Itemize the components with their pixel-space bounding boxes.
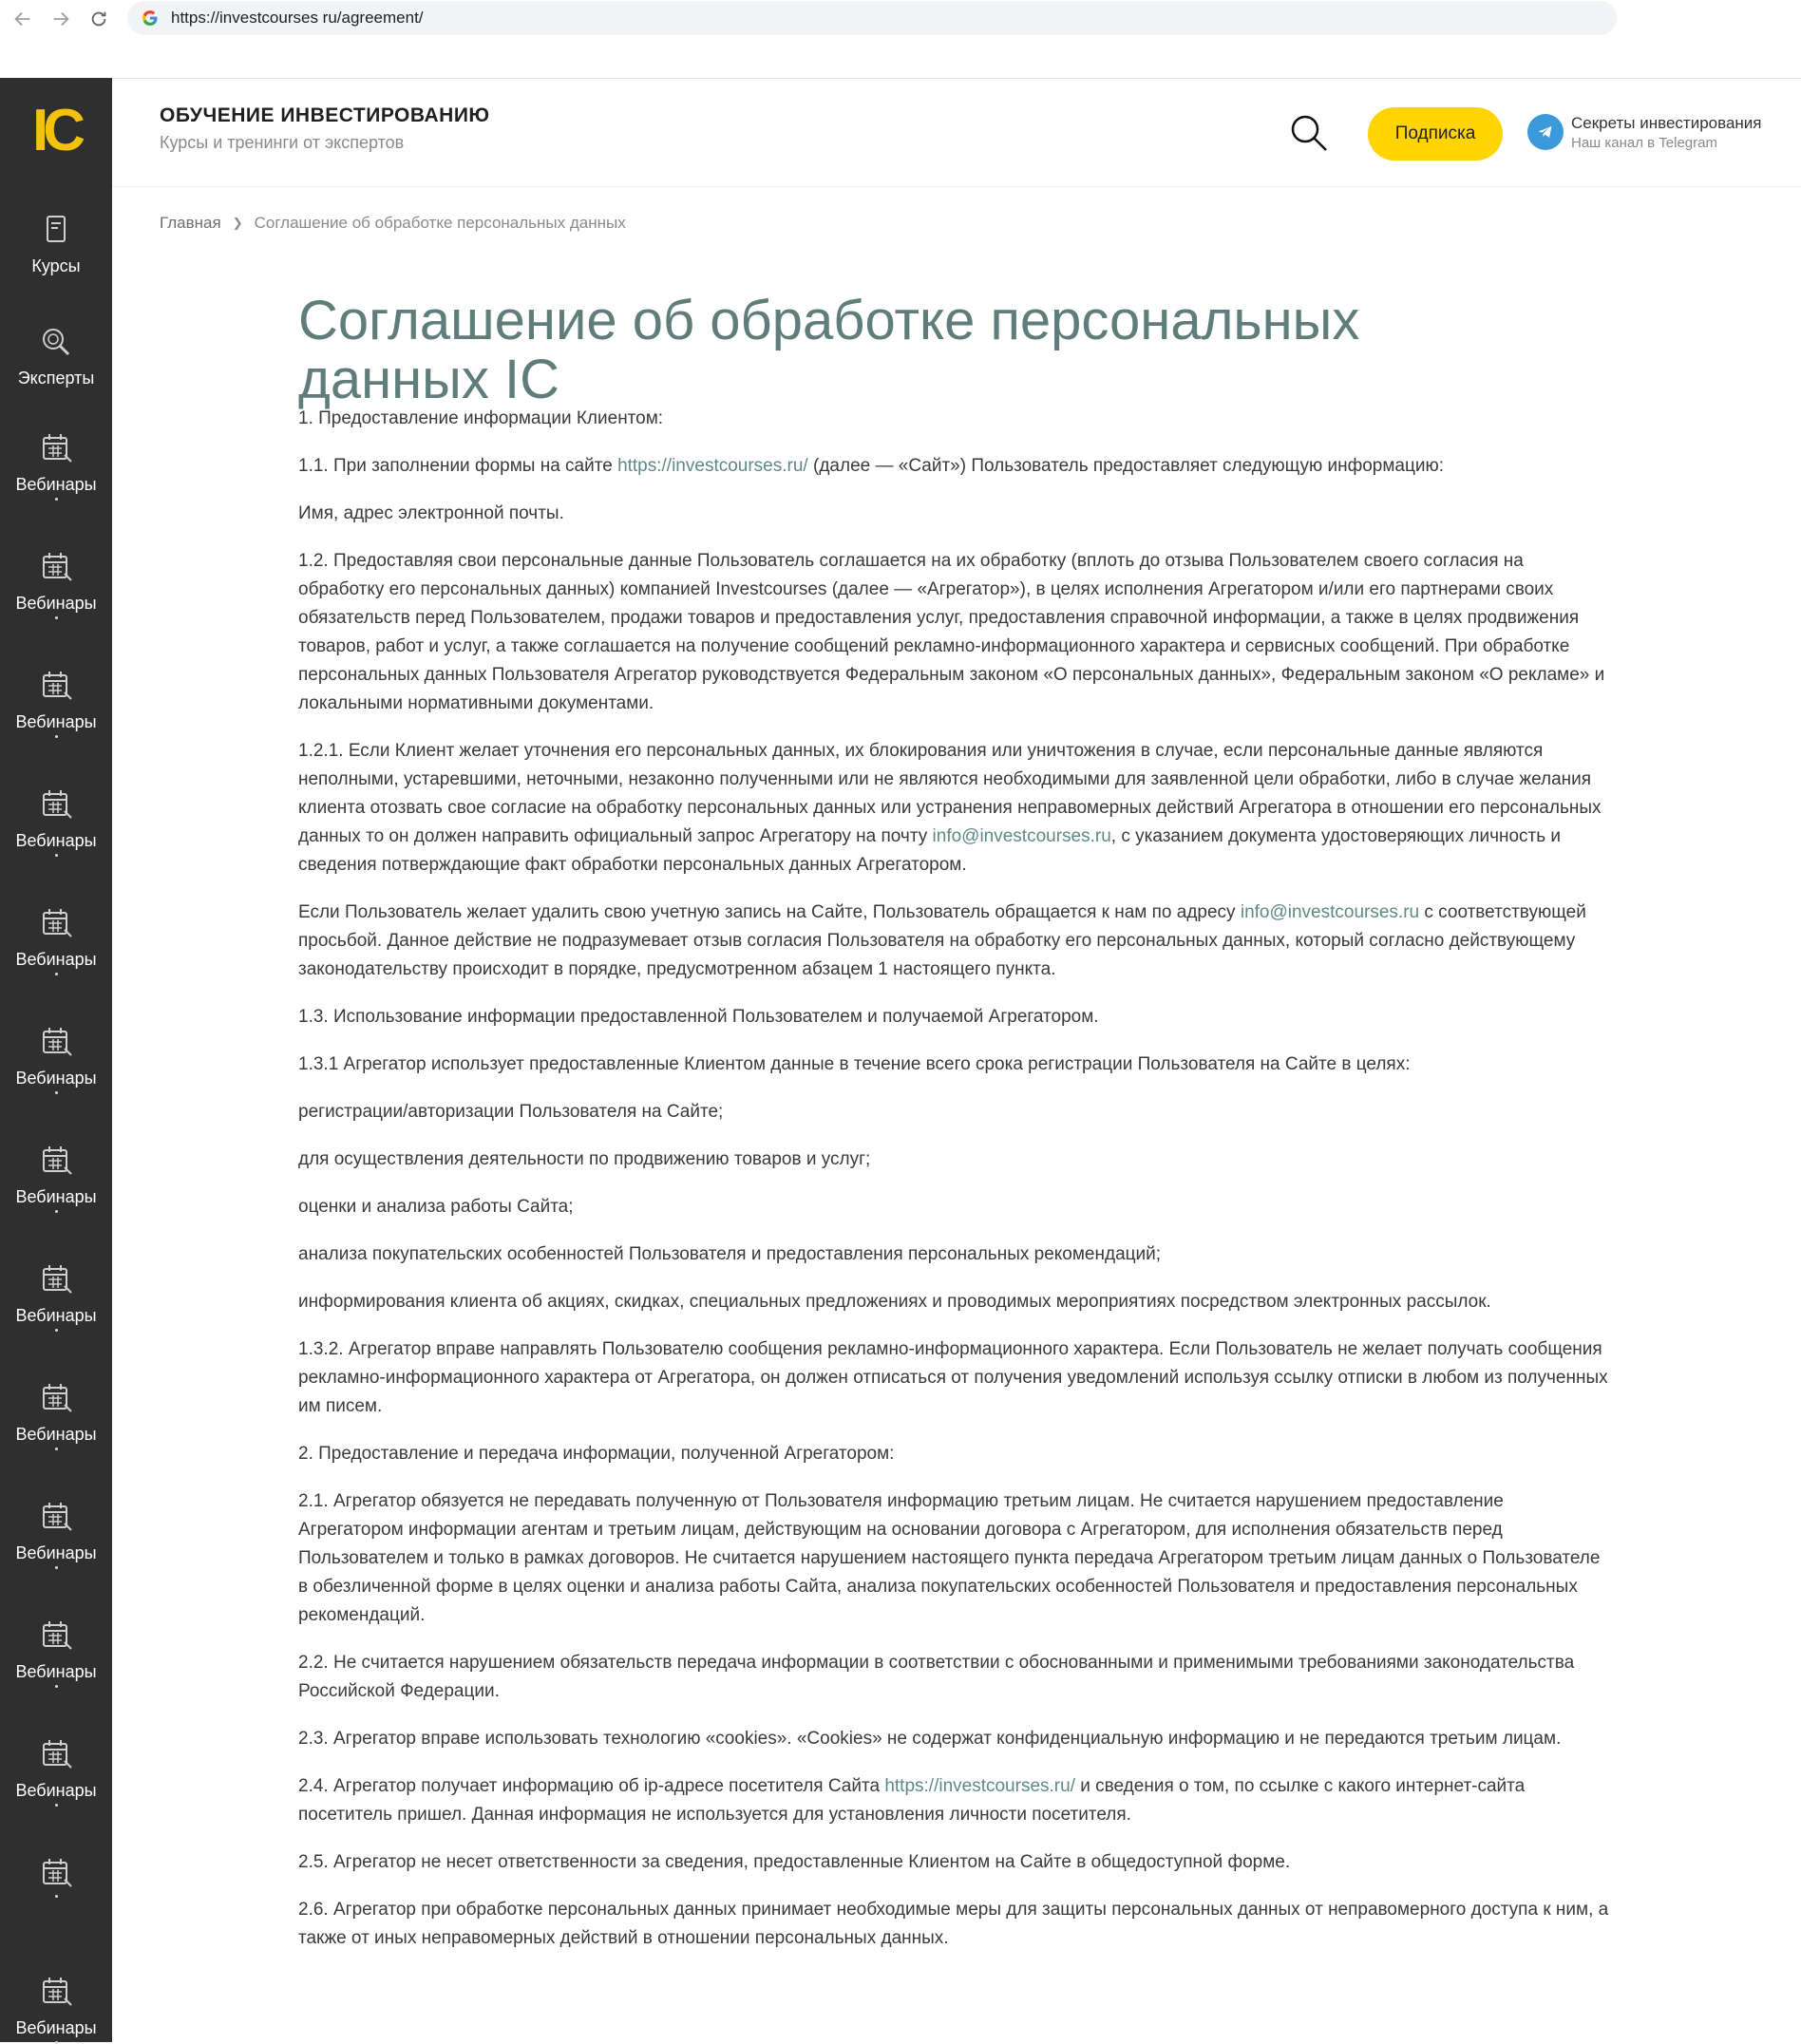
sidebar-item-webinars[interactable] — [0, 1260, 112, 1332]
indicator-dot — [55, 1091, 58, 1094]
calendar-icon — [37, 1023, 75, 1061]
sidebar-item-webinars[interactable] — [0, 1854, 112, 1898]
calendar-icon — [37, 1498, 75, 1536]
sidebar-item-label: Вебинары — [15, 594, 97, 613]
sidebar-item-label: Вебинары — [15, 1425, 97, 1444]
chevron-right-icon: ❯ — [232, 216, 243, 230]
sidebar-item-webinars[interactable] — [0, 1617, 112, 1688]
email-link[interactable]: info@investcourses.ru — [1240, 902, 1420, 922]
book-icon — [37, 211, 75, 249]
breadcrumb-current: Соглашение об обработке персональных данных — [254, 214, 626, 232]
calendar-icon — [37, 548, 75, 586]
sidebar-item-webinars[interactable] — [0, 1379, 112, 1450]
sidebar-item-webinars[interactable] — [0, 1735, 112, 1807]
telegram-icon[interactable] — [1527, 114, 1564, 150]
agreement-text — [298, 405, 1609, 1972]
url-text: https://investcourses ru/agreement/ — [171, 9, 424, 27]
sidebar-item-webinars[interactable] — [0, 548, 112, 619]
sidebar-item-label: Вебинары — [15, 1306, 97, 1325]
arrow-right-icon — [50, 9, 71, 29]
back-button[interactable] — [8, 4, 38, 34]
sidebar-item-label: Вебинары — [15, 475, 97, 494]
sidebar-item-webinars[interactable] — [0, 1142, 112, 1213]
indicator-dot — [55, 1210, 58, 1213]
site-link[interactable]: https://investcourses.ru/ — [617, 456, 808, 476]
sidebar-item-label: Вебинары — [15, 831, 97, 850]
address-bar[interactable] — [127, 1, 1617, 35]
indicator-dot — [55, 735, 58, 738]
paragraph: для осуществления деятельности по продвижению товаров и услуг; — [298, 1149, 871, 1169]
telegram-link-subtitle: Наш канал в Telegram — [1571, 135, 1717, 151]
paragraph: 2.6. Агрегатор при обработке персональных данных принимает необходимые меры для защиты персональных данных от неправомерного доступа к ним, а также от иных неправомерных действий в отношении персональных данных. — [298, 1900, 1609, 1948]
email-link[interactable]: info@investcourses.ru — [932, 826, 1111, 846]
calendar-icon — [37, 904, 75, 942]
sidebar-item-webinars[interactable] — [0, 1023, 112, 1094]
paragraph: 2. Предоставление и передача информации, полученной Агрегатором: — [298, 1444, 895, 1464]
page-title: Соглашение об обработке персональных данных IC — [298, 289, 1360, 410]
reload-icon — [88, 9, 109, 29]
indicator-dot — [55, 498, 58, 501]
sidebar-item-label: Вебинары — [15, 712, 97, 731]
paragraph: 2.1. Агрегатор обязуется не передавать полученную от Пользователя информацию третьим лицам. Не считается нарушением предоставление Агрегатором информации агентам и третьим лицам, действующим на основании договора с Агрегатором, для исполнения обязательств перед Пользователем и только в рамках договоров. Не считается нарушением настоящего пункта передача Агрегатором третьим лицам данных о Пользователе в обезличенной форме в целях оценки и анализа работы Сайта, анализа покупательских особенностей Пользователя и предоставления персональных рекомендаций. — [298, 1491, 1601, 1625]
sidebar-item-label: Вебинары — [15, 1543, 97, 1562]
sidebar-item-experts[interactable]: Эксперты — [0, 323, 112, 388]
breadcrumb-home[interactable]: Главная — [160, 214, 221, 232]
paragraph: оценки и анализа работы Сайта; — [298, 1197, 574, 1217]
indicator-dot — [55, 973, 58, 975]
indicator-dot — [55, 854, 58, 857]
telegram-link-title[interactable]: Секреты инвестирования — [1571, 114, 1762, 132]
calendar-icon — [37, 1617, 75, 1655]
sidebar-item-label: Вебинары — [15, 1781, 97, 1800]
reload-button[interactable] — [84, 4, 114, 34]
indicator-dot — [55, 1566, 58, 1569]
calendar-icon — [37, 1260, 75, 1298]
paragraph: 1.3. Использование информации предоставленной Пользователем и получаемой Агрегатором. — [298, 1007, 1099, 1027]
calendar-icon — [37, 1142, 75, 1180]
indicator-dot — [55, 1895, 58, 1898]
sidebar-item-label: Вебинары — [15, 1662, 97, 1681]
paragraph: информирования клиента об акциях, скидках, специальных предложениях и проводимых мероприятиях посредством электронных рассылок. — [298, 1292, 1491, 1312]
sidebar-item-webinars[interactable] — [0, 429, 112, 501]
sidebar-item-courses[interactable]: Курсы — [0, 211, 112, 276]
calendar-icon — [37, 667, 75, 705]
paragraph: Имя, адрес электронной почты. — [298, 503, 564, 523]
sidebar-item-label: Вебинары — [15, 1187, 97, 1206]
subscribe-button[interactable]: Подписка — [1368, 107, 1503, 161]
paragraph: 2.4. Агрегатор получает информацию об ip-адресе посетителя Сайта https://investcourses.ru/ и сведения о том, по ссылке с какого интернет-сайта посетитель пришел. Данная информация не используется для установления личности посетителя. — [298, 1776, 1526, 1825]
paragraph: 1.2. Предоставляя свои персональные данные Пользователь соглашается на их обработку (вплоть до отзыва Пользователем своего согласия на обработку его персональных данных) компанией Investcourses (далее — «Агрегатор»), в целях исполнения Агрегатором и/или его партнерами своих обязательств перед Пользователем, продажи товаров и предоставления услуг, предоставления справочной информации, а также в целях продвижения товаров, работ и услуг, а также соглашается на получение сообщений рекламно-информационного характера и сервисных сообщений. При обработке персональных данных Пользователя Агрегатор руководствуется Федеральным законом «О персональных данных», Федеральным законом «О рекламе» и локальными нормативными документами. — [298, 551, 1605, 713]
paragraph: 2.2. Не считается нарушением обязательств передача информации в соответствии с обоснованными и применимыми требованиями законодательства Российской Федерации. — [298, 1653, 1575, 1701]
site-link[interactable]: https://investcourses.ru/ — [884, 1776, 1075, 1796]
google-icon — [141, 9, 160, 28]
sidebar-item-webinars[interactable] — [0, 1498, 112, 1569]
search-button[interactable] — [1288, 112, 1330, 154]
paragraph: 2.3. Агрегатор вправе использовать технологию «cookies». «Cookies» не содержат конфиденциальную информацию и не передаются третьим лицам. — [298, 1729, 1562, 1749]
paragraph: 1.3.1 Агрегатор использует предоставленные Клиентом данные в течение всего срока регистрации Пользователя на Сайте в целях: — [298, 1054, 1411, 1074]
paragraph: анализа покупательских особенностей Пользователя и предоставления персональных рекомендаций; — [298, 1244, 1162, 1264]
sidebar-item-webinars[interactable] — [0, 667, 112, 738]
arrow-left-icon — [12, 9, 33, 29]
paragraph: 1.1. При заполнении формы на сайте https://investcourses.ru/ (далее — «Сайт») Пользователь предоставляет следующую информацию: — [298, 456, 1445, 476]
indicator-dot — [55, 1685, 58, 1688]
paragraph: 1.3.2. Агрегатор вправе направлять Пользователю сообщения рекламно-информационного характера. Если Пользователь не желает получать сообщения рекламно-информационного характера от Агрегатора, он должен отписаться от получения уведомлений используя ссылку отписки в любом из полученных им писем. — [298, 1339, 1608, 1416]
brand-title[interactable]: ОБУЧЕНИЕ ИНВЕСТИРОВАНИЮ — [160, 104, 490, 126]
site-header — [112, 78, 1801, 187]
calendar-icon — [37, 1854, 75, 1892]
browser-toolbar — [0, 0, 1801, 79]
site-logo[interactable]: IC — [32, 97, 80, 163]
brand-subtitle: Курсы и тренинги от экспертов — [160, 133, 405, 152]
indicator-dot — [55, 1329, 58, 1332]
calendar-icon — [37, 1973, 75, 2011]
calendar-icon — [37, 785, 75, 823]
sidebar-item-webinars[interactable] — [0, 904, 112, 975]
breadcrumb — [160, 214, 626, 233]
sidebar-item-label: Вебинары — [15, 950, 97, 969]
paragraph: 1.2.1. Если Клиент желает уточнения его персональных данных, их блокирования или уничтожения в случае, если персональные данные являются неполными, устаревшими, неточными, незаконно полученными или не являются необходимыми для заявленной цели обработки, либо в случае желания клиента отозвать свое согласие на обработку персональных данных или устранения неправомерных действий Агрегатора в отношении его персональных данных то он должен направить официальный запрос Агрегатору на почту info@investcourses.ru, с указанием документа удостоверяющих личность и сведения потверждающие факт обработки персональных данных Агрегатором. — [298, 741, 1602, 875]
sidebar-item-label: Вебинары — [15, 1069, 97, 1088]
search-icon — [1288, 112, 1330, 154]
forward-button[interactable] — [46, 4, 76, 34]
calendar-icon — [37, 1379, 75, 1417]
sidebar-item-webinars[interactable] — [0, 785, 112, 857]
magnifier-icon — [37, 323, 75, 361]
paragraph: 2.5. Агрегатор не несет ответственности за сведения, предоставленные Клиентом на Сайте в общедоступной форме. — [298, 1852, 1291, 1872]
indicator-dot — [55, 1804, 58, 1807]
paragraph: Если Пользователь желает удалить свою учетную запись на Сайте, Пользователь обращается к нам по адресу info@investcourses.ru с соответствующей просьбой. Данное действие не подразумевает отзыв согласия Пользователя на обработку его персональных данных, который согласно действующему законодательству происходит в порядке, предусмотренном абзацем 1 настоящего пункта. — [298, 902, 1586, 979]
indicator-dot — [55, 616, 58, 619]
sidebar — [0, 78, 112, 2042]
indicator-dot — [55, 1448, 58, 1450]
sidebar-item-label: Вебинары — [15, 2018, 97, 2037]
paragraph: 1. Предоставление информации Клиентом: — [298, 408, 664, 428]
calendar-icon — [37, 429, 75, 467]
calendar-icon — [37, 1735, 75, 1773]
paragraph: регистрации/авторизации Пользователя на Сайте; — [298, 1102, 724, 1122]
sidebar-item-webinars[interactable] — [0, 1973, 112, 2044]
